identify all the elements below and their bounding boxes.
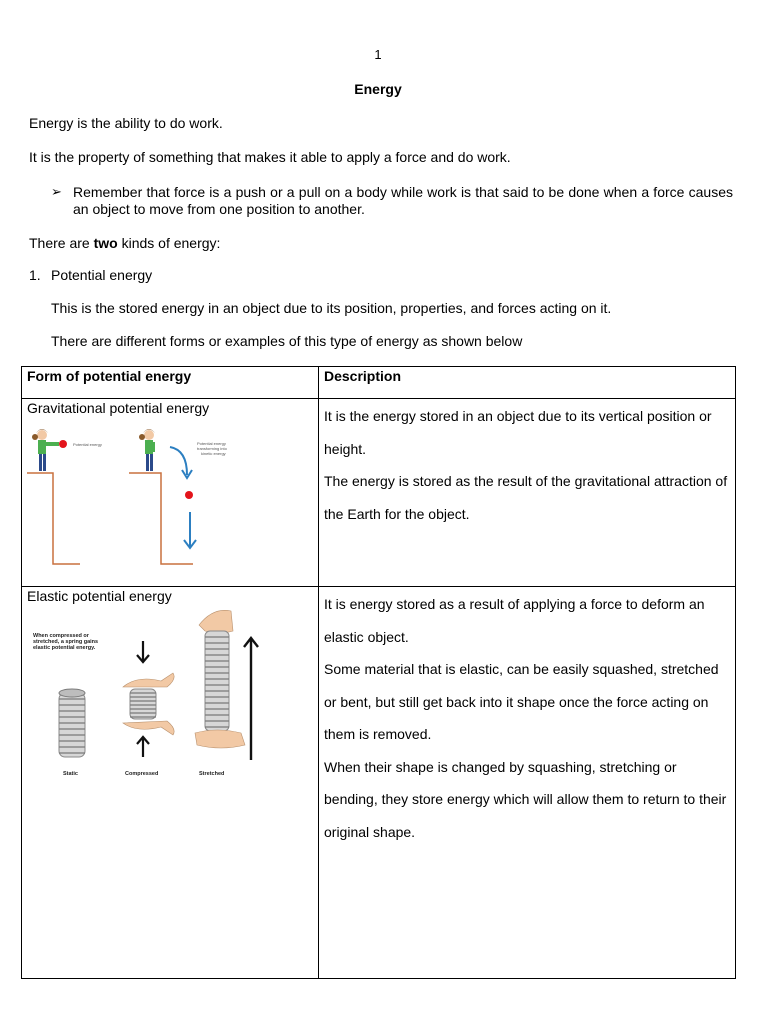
down-arrow-icon bbox=[184, 512, 196, 548]
list-item-potential-energy: Potential energy bbox=[51, 267, 153, 283]
static-spring bbox=[59, 689, 85, 757]
page-number: 1 bbox=[374, 47, 382, 62]
elastic-spring-illustration bbox=[27, 605, 277, 780]
label-static: Static bbox=[63, 771, 78, 777]
table-header-row bbox=[22, 367, 736, 399]
label-transforming-line1: Potential energy bbox=[197, 441, 226, 446]
cell-description-gravitational bbox=[319, 399, 736, 587]
ball-falling bbox=[185, 491, 193, 499]
up-arrow-compress-icon bbox=[137, 737, 149, 757]
cell-form-elastic bbox=[22, 587, 319, 979]
paragraph-definition: Energy is the ability to do work. bbox=[29, 115, 223, 131]
table-row bbox=[22, 587, 736, 979]
paragraph-forms-intro: There are different forms or examples of this type of energy as shown below bbox=[51, 333, 523, 349]
up-arrow-stretch-icon bbox=[244, 638, 258, 760]
compressed-spring bbox=[123, 673, 174, 735]
girl-figure-right bbox=[139, 429, 155, 471]
kinds-bold-word: two bbox=[93, 235, 118, 251]
girl-figure-left bbox=[32, 429, 59, 471]
description-line: The energy is stored as the result of the gravitational attraction of the Earth for the object. bbox=[324, 473, 728, 522]
ledge-right bbox=[129, 473, 193, 564]
description-line: Some material that is elastic, can be easily squashed, stretched or bent, but still get back into it shape once the force acting on them is removed. bbox=[324, 661, 719, 742]
spring-caption-line1: When compressed or bbox=[33, 633, 89, 639]
gravitational-illustration bbox=[27, 417, 257, 567]
down-arrow-compress-icon bbox=[137, 641, 149, 662]
form-label: Elastic potential energy bbox=[27, 588, 172, 604]
cell-description-elastic bbox=[319, 587, 736, 979]
description-line: It is the energy stored in an object due to its vertical position or height. bbox=[324, 408, 712, 457]
bullet-force-work: Remember that force is a push or a pull on a body while work is that said to be done when a force causes an object to move from one position to another. bbox=[73, 184, 733, 217]
potential-energy-table bbox=[21, 366, 736, 979]
cell-form-gravitational bbox=[22, 399, 319, 587]
description-line: It is energy stored as a result of applying a force to deform an elastic object. bbox=[324, 596, 705, 645]
document-title: Energy bbox=[354, 81, 402, 97]
label-transforming bbox=[197, 441, 228, 456]
form-label: Gravitational potential energy bbox=[27, 400, 210, 416]
ball-held bbox=[59, 440, 67, 448]
curved-arrow-icon bbox=[170, 447, 187, 475]
spring-caption-line2: stretched, a spring gains bbox=[33, 639, 99, 645]
label-potential-energy: Potential energy bbox=[73, 442, 102, 447]
table-row bbox=[22, 399, 736, 587]
label-transforming-line2: transforming into bbox=[197, 446, 227, 451]
stretched-spring bbox=[195, 610, 245, 748]
paragraph-property: It is the property of something that makes it able to apply a force and do work. bbox=[29, 149, 511, 165]
ledge-left bbox=[27, 473, 80, 564]
spring-caption bbox=[33, 633, 100, 651]
paragraph-kinds bbox=[29, 235, 220, 252]
label-transforming-line3: kinetic energy bbox=[201, 451, 226, 456]
kinds-text-after: kinds of energy: bbox=[117, 235, 221, 251]
label-compressed: Compressed bbox=[125, 771, 159, 777]
paragraph-stored-energy: This is the stored energy in an object due to its position, properties, and forces acting on it. bbox=[51, 300, 612, 316]
spring-caption-line3: elastic potential energy. bbox=[33, 645, 96, 651]
header-form: Form of potential energy bbox=[22, 367, 319, 399]
label-stretched: Stretched bbox=[199, 771, 225, 777]
description-line: When their shape is changed by squashing, stretching or bending, they store energy which will allow them to return to their original shape. bbox=[324, 758, 727, 840]
header-description: Description bbox=[319, 367, 736, 399]
kinds-text-before: There are bbox=[29, 235, 94, 251]
list-number: 1. bbox=[29, 267, 41, 283]
bullet-arrow-icon: ➢ bbox=[51, 184, 62, 199]
